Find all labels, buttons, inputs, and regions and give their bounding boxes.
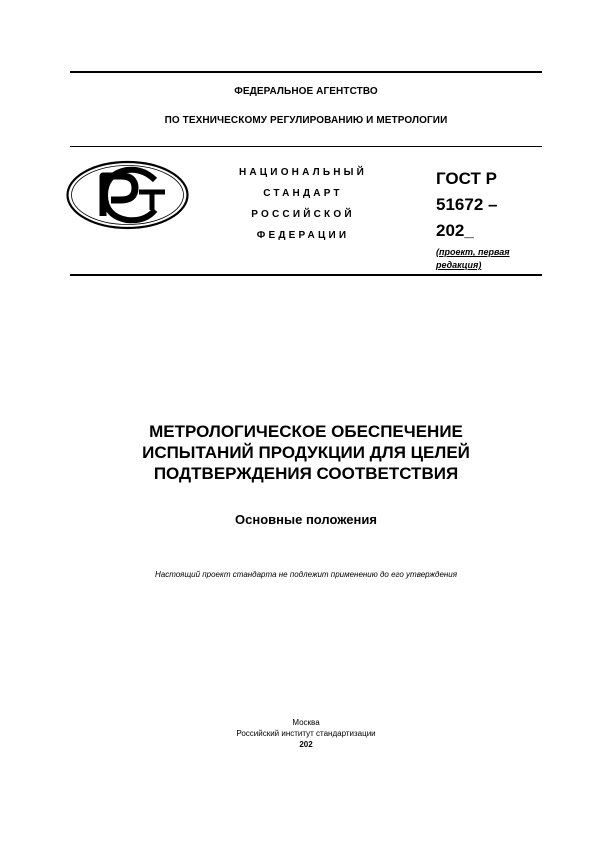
gost-r-certification-logo-icon — [65, 160, 190, 230]
designation-line3: 202_ — [436, 221, 474, 240]
imprint — [170, 717, 442, 750]
imprint-year: 202 — [299, 740, 313, 749]
draft-note-line2: редакция) — [436, 260, 482, 270]
draft-note-line1: (проект, первая — [436, 247, 510, 257]
imprint-publisher: Российский институт стандартизации — [236, 729, 376, 738]
document-title — [70, 421, 542, 484]
draft-notice: Настоящий проект стандарта не подлежит применению до его утверждения — [154, 570, 458, 579]
top-rule — [70, 71, 542, 73]
agency-name-line2: ПО ТЕХНИЧЕСКОМУ РЕГУЛИРОВАНИЮ И МЕТРОЛОГИИ — [164, 115, 448, 126]
draft-note — [436, 246, 556, 272]
header-rule — [70, 146, 542, 147]
designation-line1: ГОСТ Р — [436, 169, 497, 188]
national-standard-line: РОССИЙСКОЙ — [251, 209, 355, 220]
designation-line2: 51672 – — [436, 195, 498, 214]
national-standard-line: ФЕДЕРАЦИИ — [256, 230, 350, 241]
national-standard-line: НАЦИОНАЛЬНЫЙ — [238, 167, 368, 178]
agency-name-line1: ФЕДЕРАЛЬНОЕ АГЕНТСТВО — [234, 86, 378, 97]
title-line2: ИСПЫТАНИЙ ПРОДУКЦИИ ДЛЯ ЦЕЛЕЙ — [142, 443, 470, 462]
imprint-city: Москва — [292, 718, 320, 727]
title-line3: ПОДТВЕРЖДЕНИЯ СООТВЕТСТВИЯ — [153, 464, 459, 483]
national-standard-line: СТАНДАРТ — [263, 188, 343, 199]
title-line1: МЕТРОЛОГИЧЕСКОЕ ОБЕСПЕЧЕНИЕ — [149, 422, 463, 441]
standard-designation — [436, 166, 556, 272]
header-bottom-rule — [70, 274, 542, 276]
national-standard-label — [213, 162, 393, 246]
document-subtitle: Основные положения — [235, 512, 377, 527]
